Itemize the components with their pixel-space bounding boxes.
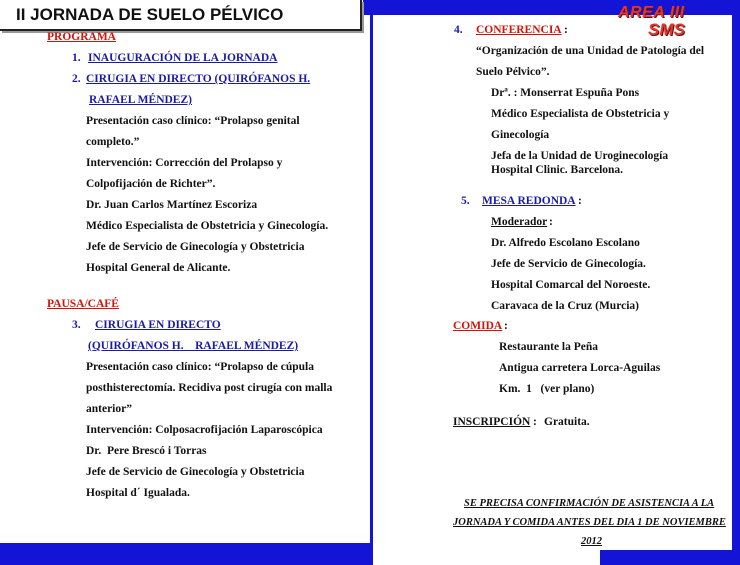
item-1-number: 1. (72, 52, 81, 64)
footer-note-line-1: SE PRECISA CONFIRMACIÓN DE ASISTENCIA A LA (464, 498, 715, 509)
section-programa: PROGRAMA (47, 31, 116, 43)
item-2-line: Médico Especialista de Obstetricia y Ginecología. (86, 220, 329, 232)
bottom-left-blue-bar (0, 543, 372, 565)
item-2-line: Hospital General de Alicante. (86, 262, 231, 274)
item-3-line: anterior” (86, 403, 132, 415)
item-3-title-line-1: CIRUGIA EN DIRECTO (95, 319, 221, 331)
item-4-colon: : (564, 24, 568, 36)
right-blue-bar (732, 0, 740, 565)
item-4-line: Suelo Pélvico”. (476, 66, 550, 78)
bottom-right-blue-bar (600, 550, 740, 565)
item-2-line: Dr. Juan Carlos Martínez Escoriza (86, 199, 258, 211)
item-3-title-line-2: (QUIRÓFANOS H. RAFAEL MÉNDEZ) (88, 340, 299, 352)
section-inscripcion: INSCRIPCIÓN (453, 416, 531, 428)
item-2-number: 2. (72, 73, 81, 85)
item-2-line: Intervención: Corrección del Prolapso y (86, 157, 283, 169)
moderador-colon: : (549, 216, 553, 228)
item-5-line: Jefe de Servicio de Ginecología. (491, 258, 646, 270)
page-title: II JORNADA DE SUELO PÉLVICO (16, 5, 284, 24)
comida-line: Antigua carretera Lorca-Aguilas (499, 362, 661, 374)
comida-colon: : (504, 320, 508, 332)
item-2-line: Jefe de Servicio de Ginecología y Obstetricia (86, 241, 305, 253)
item-2-line: Colpofijación de Richter”. (86, 178, 216, 190)
item-4-title: CONFERENCIA (476, 24, 562, 36)
item-3-line: Hospital d´ Igualada. (86, 487, 190, 499)
footer-note-line-3: 2012 (581, 536, 602, 547)
item-2-title-line-1: CIRUGIA EN DIRECTO (QUIRÓFANOS H. (86, 73, 311, 85)
item-5-number: 5. (461, 195, 470, 207)
item-5-title: MESA REDONDA (482, 195, 576, 207)
item-5-line: Hospital Comarcal del Noroeste. (491, 279, 651, 291)
item-2-line: Presentación caso clínico: “Prolapso genital (86, 115, 300, 127)
item-5-line: Caravaca de la Cruz (Murcia) (491, 300, 639, 312)
item-3-line: Dr. Pere Brescó i Torras (86, 445, 207, 457)
item-3-number: 3. (72, 319, 81, 331)
item-4-line: Hospital Clinic. Barcelona. (491, 164, 624, 176)
area-iii-sms-logo (612, 4, 724, 42)
comida-line: Km. 1 (ver plano) (499, 383, 595, 395)
item-4-line: Médico Especialista de Obstetricia y (491, 108, 670, 120)
page-divider (370, 0, 373, 565)
item-3-line: Presentación caso clínico: “Prolapso de cúpula (86, 361, 314, 373)
item-4-line: Ginecología (491, 129, 550, 141)
item-5-line: Dr. Alfredo Escolano Escolano (491, 237, 640, 249)
logo-line-2: SMS (648, 20, 685, 39)
comida-line: Restaurante la Peña (499, 341, 599, 353)
moderador-label: Moderador (491, 216, 548, 228)
item-3-line: posthisterectomía. Recidiva post cirugía con malla (86, 382, 333, 394)
item-4-number: 4. (454, 24, 463, 36)
item-2-line: completo.” (86, 136, 140, 148)
item-4-line: Jefa de la Unidad de Uroginecología (491, 150, 669, 162)
section-pausa-cafe: PAUSA/CAFÉ (47, 298, 119, 310)
header-box (0, 0, 362, 31)
inscripcion-colon: : (533, 416, 537, 428)
item-1-title: INAUGURACIÓN DE LA JORNADA (88, 52, 278, 64)
item-2-title-line-2: RAFAEL MÉNDEZ) (89, 94, 192, 106)
inscripcion-value: Gratuita. (544, 416, 590, 428)
item-4-line: Drª. : Monserrat Espuña Pons (491, 87, 640, 99)
logo-line-1: AREA III (618, 4, 685, 21)
section-comida: COMIDA (453, 320, 503, 332)
item-3-line: Jefe de Servicio de Ginecología y Obstetricia (86, 466, 305, 478)
item-3-line: Intervención: Colposacrofijación Laparoscópica (86, 424, 323, 436)
footer-note-line-2: JORNADA Y COMIDA ANTES DEL DIA 1 DE NOVIEMBRE (453, 517, 726, 528)
item-5-colon: : (578, 195, 582, 207)
item-4-line: “Organización de una Unidad de Patología del (476, 45, 705, 57)
